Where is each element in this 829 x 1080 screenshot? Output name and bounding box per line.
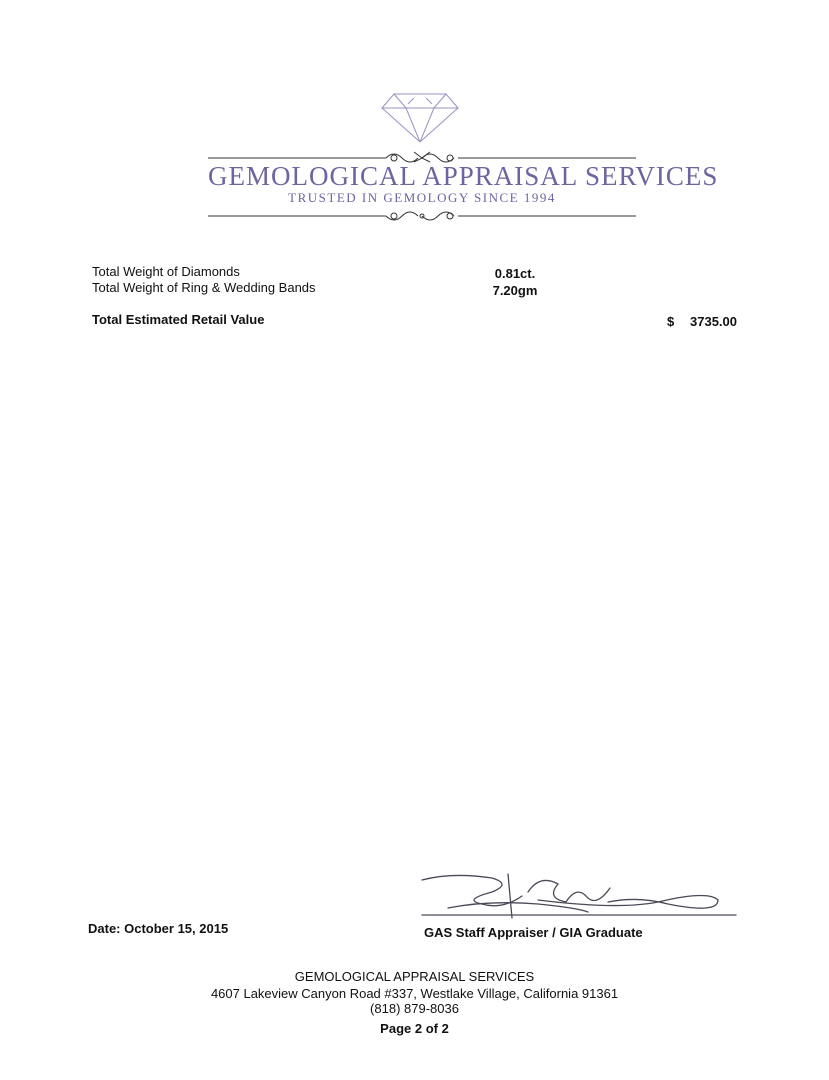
company-name: GEMOLOGICAL APPRAISAL SERVICES	[208, 161, 719, 191]
diamond-weight-label: Total Weight of Diamonds	[92, 264, 240, 279]
bottom-ornament-divider	[208, 207, 636, 225]
total-value-label: Total Estimated Retail Value	[92, 312, 265, 327]
currency-symbol: $	[667, 314, 675, 329]
footer-company-name: GEMOLOGICAL APPRAISAL SERVICES	[294, 969, 535, 984]
appraiser-title: GAS Staff Appraiser / GIA Graduate	[424, 925, 643, 940]
company-tagline: TRUSTED IN GEMOLOGY SINCE 1994	[288, 190, 556, 205]
footer-phone: (818) 879-8036	[370, 1001, 459, 1016]
diamond-icon	[380, 92, 460, 144]
page-number: Page 2 of 2	[380, 1021, 449, 1036]
total-value-amount: 3735.00	[690, 314, 737, 329]
diamond-weight-value: 0.81ct.	[494, 266, 536, 281]
appraisal-date: Date: October 15, 2015	[88, 921, 229, 936]
footer-address: 4607 Lakeview Canyon Road #337, Westlake Village, California 91361	[210, 986, 619, 1001]
signature-image	[418, 868, 738, 928]
metal-weight-value: 7.20gm	[492, 283, 538, 298]
metal-weight-label: Total Weight of Ring & Wedding Bands	[92, 280, 316, 295]
